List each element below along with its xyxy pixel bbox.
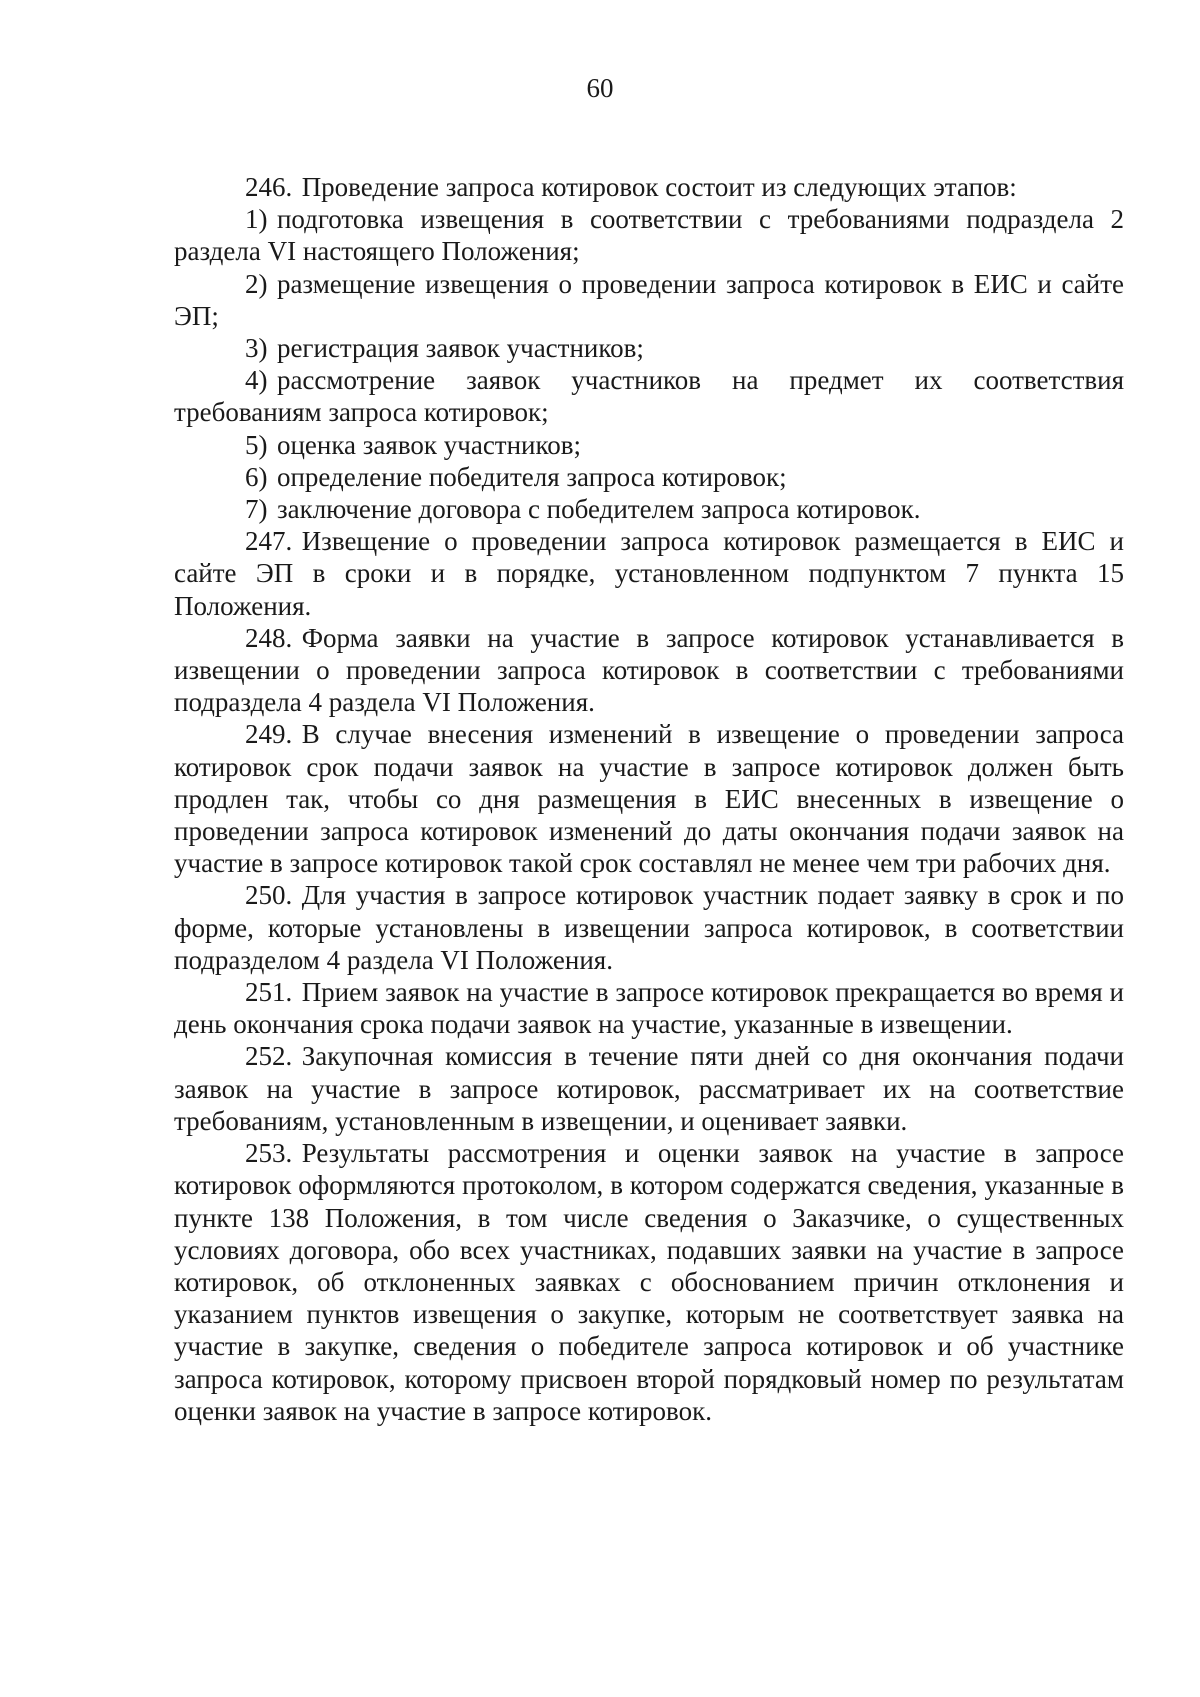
paragraph-text: Прием заявок на участие в запросе котировок прекращается во время и день окончания срока подачи заявок на участие, указанные в извещении.: [174, 977, 1124, 1040]
page-number: 60: [586, 73, 614, 103]
paragraph-text: Извещение о проведении запроса котировок размещается в ЕИС и сайте ЭП в сроки и в порядке, установленном подпунктом 7 пункта 15 Положения.: [174, 526, 1124, 621]
paragraph-248: [174, 622, 1124, 719]
paragraph-number: 250.: [245, 880, 293, 911]
list-item-6: [174, 461, 1124, 493]
paragraph-text: Закупочная комиссия в течение пяти дней со дня окончания подачи заявок на участие в запросе котировок, рассматривает их на соответствие требованиям, установленным в извещении, и оценивает заявки.: [174, 1041, 1124, 1136]
list-item-text: размещение извещения о проведении запроса котировок в ЕИС и сайте ЭП;: [174, 268, 1124, 331]
list-item-text: заключение договора с победителем запроса котировок.: [276, 494, 921, 525]
document-body: [174, 171, 1124, 1427]
paragraph-number: 249.: [245, 719, 293, 750]
list-item-4: [174, 364, 1124, 428]
paragraph-249: [174, 718, 1124, 879]
list-item-number: 7): [245, 494, 268, 525]
list-item-number: 2): [245, 268, 268, 299]
paragraph-text: В случае внесения изменений в извещение о проведении запроса котировок срок подачи заявок на участие в запросе котировок должен быть продлен так, чтобы со дня размещения в ЕИС внесенных в извещение о проведении запроса котировок изменений до даты окончания подачи заявок на участие в запросе котировок такой срок составлял не менее чем три рабочих дня.: [174, 719, 1124, 879]
paragraph-number: 248.: [245, 622, 293, 653]
paragraph-253: [174, 1137, 1124, 1427]
list-item-number: 5): [245, 429, 268, 460]
list-item-1: [174, 203, 1124, 267]
paragraph-number: 247.: [245, 526, 293, 557]
paragraph-246: [174, 171, 1124, 203]
paragraph-text: Для участия в запросе котировок участник подает заявку в срок и по форме, которые установлены в извещении запроса котировок, в соответствии подразделом 4 раздела VI Положения.: [174, 880, 1124, 975]
list-item-5: [174, 429, 1124, 461]
paragraph-number: 246.: [245, 172, 293, 202]
list-item-text: рассмотрение заявок участников на предмет их соответствия требованиям запроса котировок;: [174, 365, 1124, 428]
paragraph-number: 252.: [245, 1041, 293, 1072]
paragraph-251: [174, 976, 1124, 1040]
paragraph-250: [174, 879, 1124, 976]
list-item-text: подготовка извещения в соответствии с требованиями подраздела 2 раздела VI настоящего Положения;: [174, 204, 1124, 267]
paragraph-number: 253.: [245, 1138, 293, 1169]
paragraph-text: Проведение запроса котировок состоит из следующих этапов:: [301, 172, 1017, 202]
paragraph-text: Результаты рассмотрения и оценки заявок на участие в запросе котировок оформляются протоколом, в котором содержатся сведения, указанные в пункте 138 Положения, в том числе сведения о Заказчике, о существенных условиях договора, обо всех участниках, подавших заявки на участие в запросе котировок, об отклоненных заявках с обоснованием причин отклонения и указанием пунктов извещения о закупке, которым не соответствует заявка на участие в закупке, сведения о победителе запроса котировок и об участнике запроса котировок, которому присвоен второй порядковый номер по результатам оценки заявок на участие в запросе котировок.: [174, 1138, 1124, 1426]
list-item-text: оценка заявок участников;: [276, 429, 582, 460]
list-item-number: 4): [245, 365, 268, 396]
list-item-text: регистрация заявок участников;: [276, 333, 644, 364]
list-item-2: [174, 268, 1124, 332]
list-item-number: 6): [245, 461, 268, 492]
list-item-text: определение победителя запроса котировок;: [276, 461, 787, 492]
paragraph-text: Форма заявки на участие в запросе котировок устанавливается в извещении о проведении запроса котировок в соответствии с требованиями подраздела 4 раздела VI Положения.: [174, 622, 1124, 718]
list-item-3: [174, 332, 1124, 364]
list-item-7: [174, 493, 1124, 525]
paragraph-252: [174, 1040, 1124, 1137]
paragraph-number: 251.: [245, 977, 293, 1008]
list-item-number: 1): [245, 204, 268, 235]
paragraph-247: [174, 525, 1124, 622]
list-item-number: 3): [245, 333, 268, 364]
